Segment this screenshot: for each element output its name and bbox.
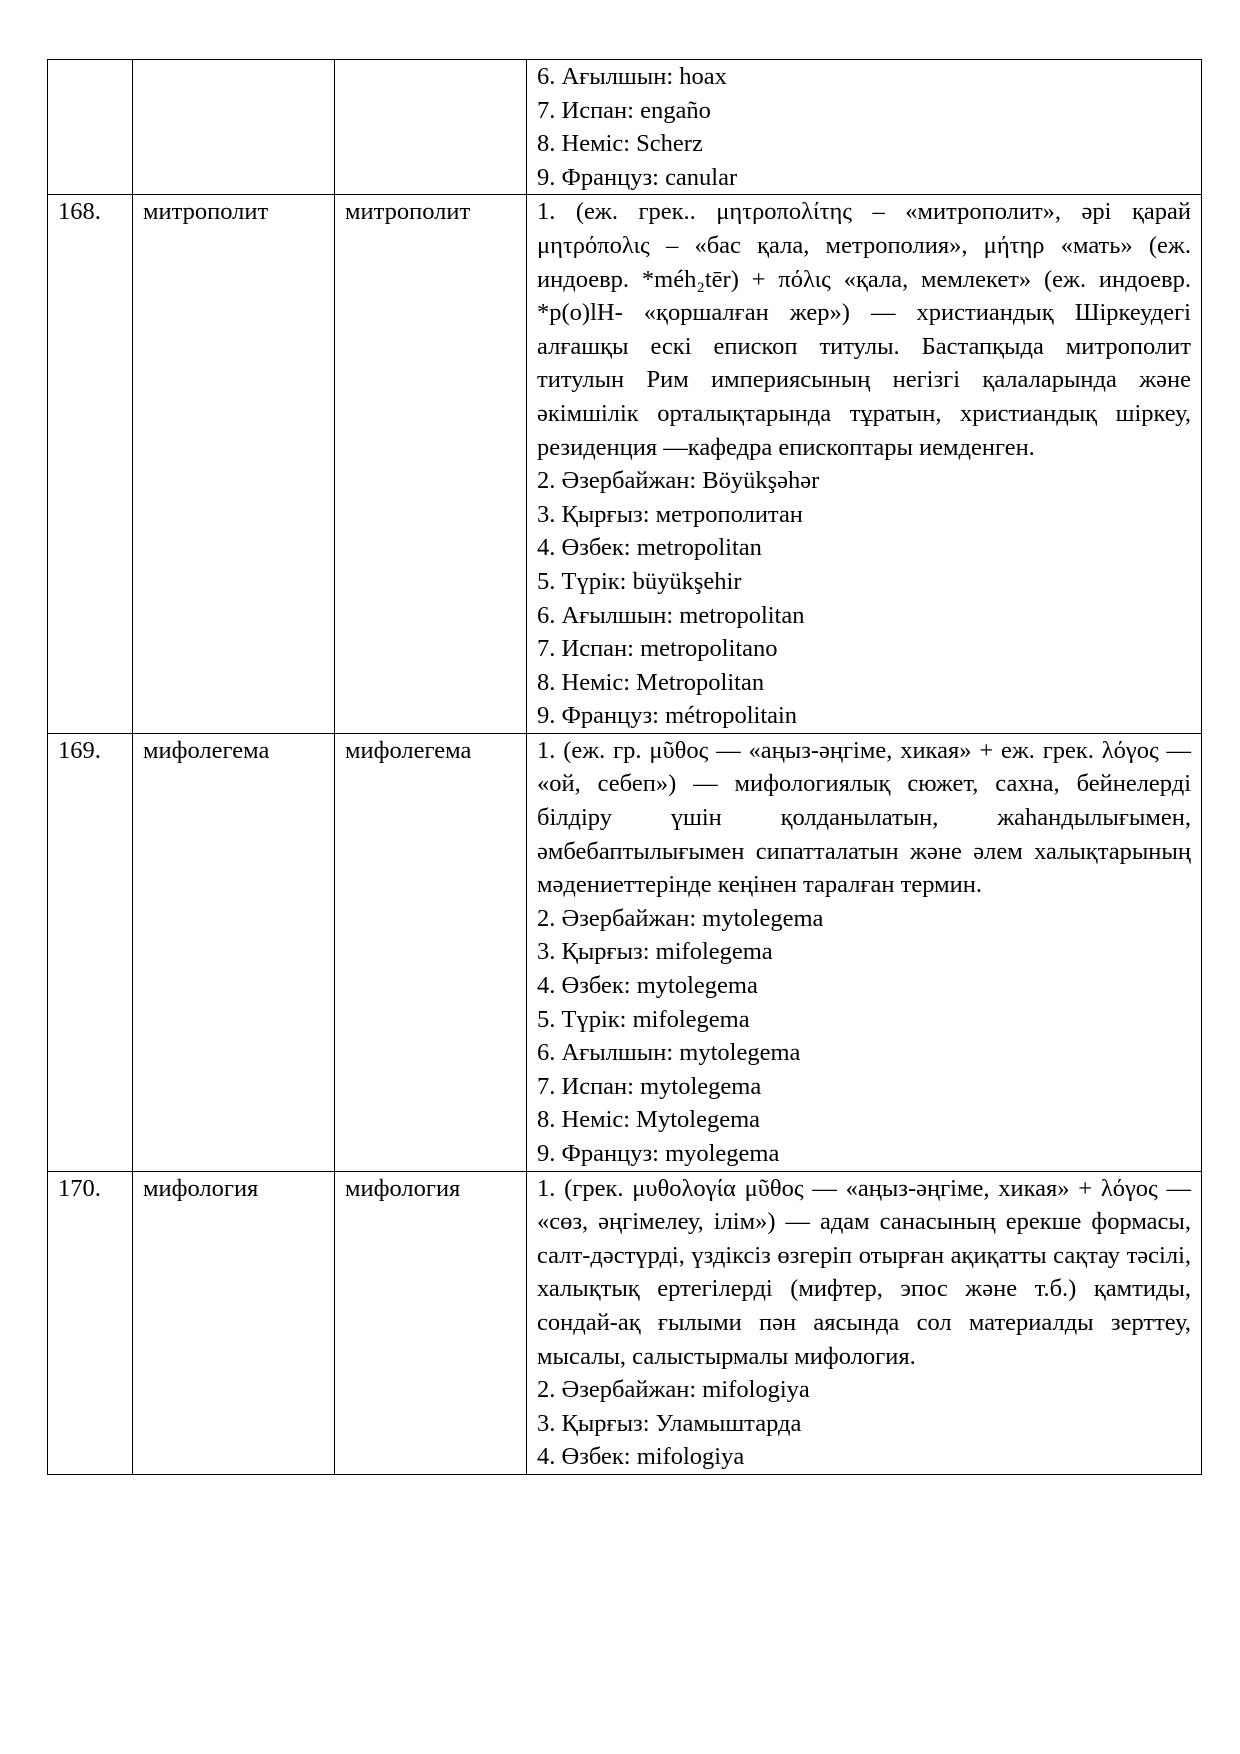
dictionary-table [47,59,1202,1475]
entry-number [48,60,133,195]
translation-line: 6. Ағылшын: mytolegema [537,1039,801,1067]
term-russian: мифология [335,1171,527,1474]
term-russian: мифолегема [335,733,527,1171]
entry-number: 168. [48,195,133,734]
table-row [48,60,1202,195]
definition-text: 1. (еж. гр. μῦθος — «аңыз-әңгіме, хикая» + еж. грек. λόγος — «ой, себеп») — мифологиялық сюжет, сахна, бейнелерді білдіру үшін қолданылатын, жаһандылығымен, әмбебаптылығымен сипатталатын және әлем халықтарының мәдениеттерінде кеңінен таралған термин. [537,736,1191,899]
term-kazakh: мифолегема [133,733,335,1171]
translation-line: 7. Испан: engaño [537,96,711,124]
translation-line: 3. Қырғыз: метрополитан [537,500,803,528]
entry-description [527,195,1202,734]
translation-line: 5. Түрік: büyükşehir [537,567,742,595]
translation-line: 8. Неміс: Scherz [537,130,703,158]
entry-description [527,733,1202,1171]
translation-line: 6. Ағылшын: metropolitan [537,601,805,629]
entry-description [527,1171,1202,1474]
translation-line: 2. Әзербайжан: Böyükşəhər [537,467,820,495]
translation-line: 9. Француз: métropolitain [537,702,798,730]
translation-line: 9. Француз: myolegema [537,1140,780,1167]
translation-line: 2. Әзербайжан: mytolegema [537,904,824,932]
definition-text: 1. (грек. μυθολογία μῦθος — «аңыз-әңгіме, хикая» + λόγος — «сөз, әңгімелеу, ілім») — адам санасының ерекше формасы, салт-дәстүрді, үздіксіз өзгеріп отырған ақиқатты сақтау тәсілі, халықтық ертегілерді (мифтер, эпос және т.б.) қамтиды, сондай-ақ ғылыми пән аясында сол материалды зерттеу, мысалы, салыстырмалы мифология. [537,1174,1191,1370]
translation-line: 2. Әзербайжан: mifologiya [537,1376,810,1404]
entry-number: 170. [48,1171,133,1474]
translation-line: 3. Қырғыз: Уламыштарда [537,1409,802,1437]
translation-line: 5. Түрік: mifolegema [537,1005,750,1033]
entry-number: 169. [48,733,133,1171]
definition-text: 1. (еж. грек.. μητροπολίτης – «митрополит», әрі қарай μητρόπολις – «бас қала, метрополия», μήτηρ «мать» (еж. индоевр. *méh₂tēr) + πόλις «қала, мемлекет» (еж. индоевр. *p(o)lH- «қоршалған жер») — христиандық Шіркеудегі алғашқы ескі епископ титулы. Бастапқыда митрополит титулын Рим империясының негізгі қалаларында және әкімшілік орталықтарында тұратын, христиандық шіркеу, резиденция —кафедра епископтары иемденген. [537,198,1191,461]
translation-line: 8. Неміс: Mytolegema [537,1106,761,1134]
translation-line: 4. Өзбек: mytolegema [537,972,758,1000]
translation-line: 7. Испан: metropolitano [537,635,778,663]
translation-line: 6. Ағылшын: hoax [537,63,727,90]
translation-line: 8. Неміс: Metropolitan [537,668,765,696]
translation-line: 4. Өзбек: metropolitan [537,534,762,562]
table-row [48,1171,1202,1474]
term-kazakh: митрополит [133,195,335,734]
term-russian [335,60,527,195]
translation-line: 9. Француз: canular [537,163,738,191]
translation-line: 7. Испан: mytolegema [537,1072,762,1100]
table-row [48,733,1202,1171]
table-row [48,195,1202,734]
entry-description [527,60,1202,195]
term-kazakh [133,60,335,195]
term-russian: митрополит [335,195,527,734]
term-kazakh: мифология [133,1171,335,1474]
translation-line: 4. Өзбек: mifologiya [537,1443,745,1471]
translation-line: 3. Қырғыз: mifolegema [537,938,773,966]
